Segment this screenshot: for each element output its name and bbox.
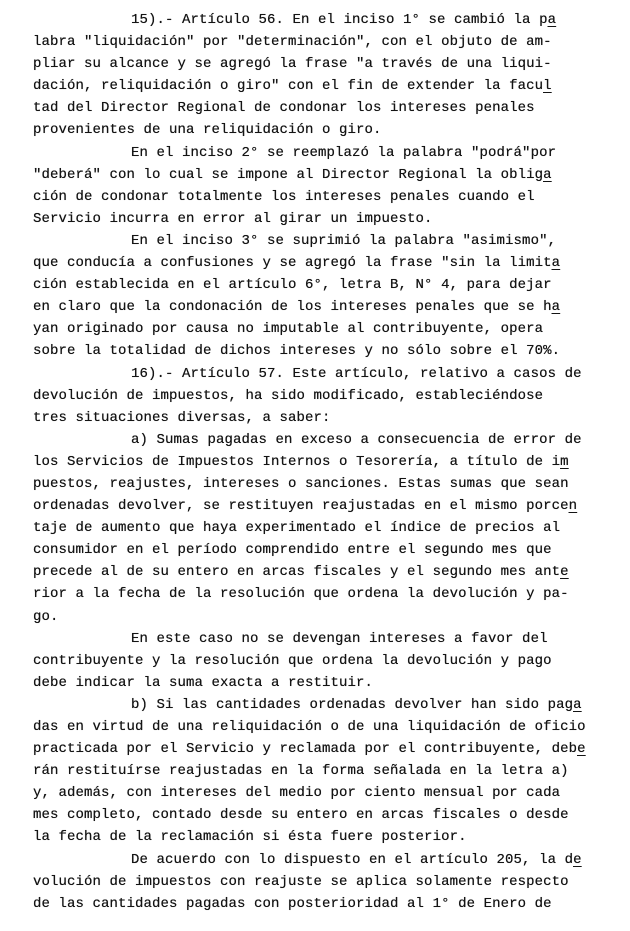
text-line xyxy=(33,119,623,141)
hyphenation-underlined-letter: n xyxy=(568,498,578,515)
line-text: consumidor en el período comprendido entre el segundo mes que xyxy=(33,542,552,559)
paragraph-first-line xyxy=(33,694,623,716)
text-line xyxy=(33,385,623,407)
line-text: volución de impuestos con reajuste se aplica solamente respecto xyxy=(33,873,569,890)
text-line xyxy=(33,407,623,429)
line-text: provenientes de una reliquidación o giro. xyxy=(33,122,382,139)
text-line xyxy=(33,208,623,230)
typewritten-page xyxy=(33,9,623,915)
line-text: precede al de su entero en arcas fiscales y el segundo mes ant xyxy=(33,564,561,581)
hyphenation-underlined-letter: l xyxy=(543,78,552,95)
text-line xyxy=(33,606,623,628)
text-line xyxy=(33,164,623,186)
line-text: das en virtud de una reliquidación o de una liquidación de oficio xyxy=(33,719,586,735)
line-text: En el inciso 2° se reemplazó la palabra "podrá"por xyxy=(131,144,557,161)
paragraph-first-line xyxy=(33,849,623,871)
text-line xyxy=(33,473,623,495)
line-text: En este caso no se devengan intereses a favor del xyxy=(131,630,548,647)
hyphenation-underlined-letter: a xyxy=(551,255,561,272)
line-text: debe indicar la suma exacta a restituir. xyxy=(33,674,374,691)
paragraph-first-line xyxy=(33,142,623,164)
hyphenation-underlined-letter: e xyxy=(560,564,569,581)
line-text: dación, reliquidación o giro" con el fin de extender la facu xyxy=(33,78,544,95)
line-text: de las cantidades pagadas con posterioridad al 1° de Enero de xyxy=(33,895,552,912)
line-text: ción establecida en el artículo 6°, letra B, N° 4, para dejar xyxy=(33,277,552,294)
line-text: contribuyente y la resolución que ordena la devolución y pago xyxy=(33,652,552,669)
line-text: ción de condonar totalmente los intereses penales cuando el xyxy=(33,188,535,205)
text-line xyxy=(33,760,623,782)
line-text: tres situaciones diversas, a saber: xyxy=(33,409,331,426)
paragraph-first-line xyxy=(33,230,623,252)
line-text: puestos, reajustes, intereses o sanciones. Estas sumas que sean xyxy=(33,475,569,492)
text-line xyxy=(33,672,623,694)
text-line xyxy=(33,716,623,738)
line-text: En el inciso 3° se suprimió la palabra "asimismo", xyxy=(131,232,557,249)
line-text: a) Sumas pagadas en exceso a consecuencia de error de xyxy=(131,431,582,448)
hyphenation-underlined-letter: m xyxy=(560,453,569,470)
line-text: practicada por el Servicio y reclamada por el contribuyente, deb xyxy=(33,741,578,758)
text-line xyxy=(33,826,623,848)
line-text: devolución de impuestos, ha sido modificado, estableciéndose xyxy=(33,387,544,404)
paragraph-first-line xyxy=(33,9,623,31)
line-text: tad del Director Regional de condonar los intereses penales xyxy=(33,100,535,117)
hyphenation-underlined-letter: a xyxy=(551,299,561,316)
line-text: Servicio incurra en error al girar un impuesto. xyxy=(33,210,433,227)
text-line xyxy=(33,340,623,362)
line-text: mes completo, contado desde su entero en arcas fiscales o desde xyxy=(33,807,569,824)
text-line xyxy=(33,97,623,119)
line-text: rior a la fecha de la resolución que ordena la devolución y pa- xyxy=(33,586,569,603)
hyphenation-underlined-letter: e xyxy=(573,851,582,868)
line-text: sobre la totalidad de dichos intereses y no sólo sobre el 70%. xyxy=(33,343,561,360)
paragraph-first-line xyxy=(33,429,623,451)
line-text: b) Si las cantidades ordenadas devolver han sido pag xyxy=(131,696,574,713)
line-text: ordenadas devolver, se restituyen reajustadas en el mismo porce xyxy=(33,498,569,515)
text-line xyxy=(33,804,623,826)
line-text: 16).- Artículo 57. Este artículo, relativo a casos de xyxy=(131,365,582,382)
text-line xyxy=(33,451,623,473)
line-text: "deberá" con lo cual se impone al Director Regional la oblig xyxy=(33,166,544,183)
text-line xyxy=(33,650,623,672)
text-line xyxy=(33,583,623,605)
text-line xyxy=(33,75,623,97)
text-line xyxy=(33,893,623,915)
text-line xyxy=(33,252,623,274)
text-line xyxy=(33,318,623,340)
line-text: De acuerdo con lo dispuesto en el artículo 205, la d xyxy=(131,851,574,868)
hyphenation-underlined-letter: a xyxy=(547,12,557,28)
line-text: 15).- Artículo 56. En el inciso 1° se cambió la p xyxy=(131,12,548,28)
line-text: en claro que la condonación de los intereses penales que se h xyxy=(33,299,552,316)
text-line xyxy=(33,871,623,893)
line-text: labra "liquidación" por "determinación", con el objuto de am- xyxy=(33,34,552,51)
text-line xyxy=(33,738,623,760)
line-text: yan originado por causa no imputable al contribuyente, opera xyxy=(33,321,544,338)
hyphenation-underlined-letter: a xyxy=(573,696,582,713)
line-text: y, además, con intereses del medio por ciento mensual por cada xyxy=(33,785,561,802)
text-line xyxy=(33,296,623,318)
line-text: los Servicios de Impuestos Internos o Tesorería, a título de i xyxy=(33,453,561,470)
paragraph-first-line xyxy=(33,628,623,650)
text-line xyxy=(33,782,623,804)
hyphenation-underlined-letter: e xyxy=(577,741,586,758)
text-line xyxy=(33,31,623,53)
line-text: la fecha de la reclamación si ésta fuere posterior. xyxy=(33,829,467,846)
text-line xyxy=(33,495,623,517)
line-text: que conducía a confusiones y se agregó la frase "sin la limit xyxy=(33,255,552,272)
line-text: taje de aumento que haya experimentado el índice de precios al xyxy=(33,520,561,537)
text-line xyxy=(33,539,623,561)
hyphenation-underlined-letter: a xyxy=(543,166,552,183)
line-text: rán restituírse reajustadas en la forma señalada en la letra a) xyxy=(33,763,569,780)
text-line xyxy=(33,53,623,75)
text-line xyxy=(33,274,623,296)
line-text: go. xyxy=(33,608,59,625)
text-line xyxy=(33,186,623,208)
text-line xyxy=(33,517,623,539)
paragraph-first-line xyxy=(33,363,623,385)
text-line xyxy=(33,561,623,583)
line-text: pliar su alcance y se agregó la frase "a través de una liqui- xyxy=(33,56,552,73)
